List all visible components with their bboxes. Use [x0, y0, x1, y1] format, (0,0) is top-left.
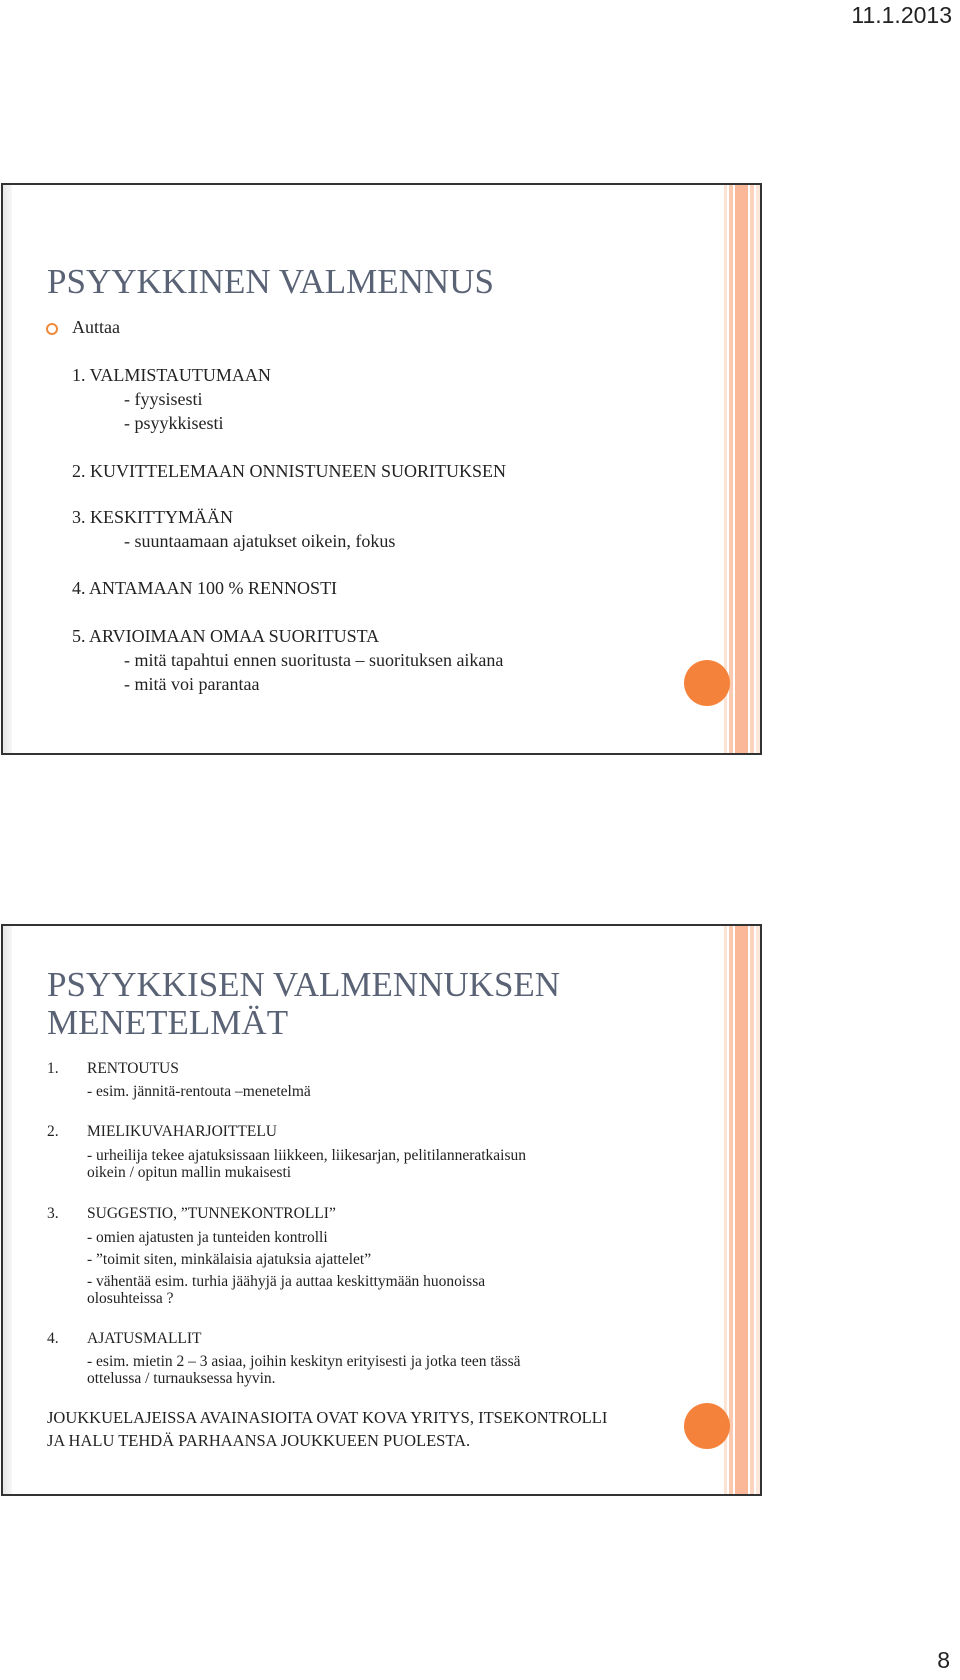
slide-left-band	[3, 926, 12, 1494]
list-subitem: - mitä tapahtui ennen suoritusta – suorituksen aikana	[124, 650, 504, 670]
slide-title: MENETELMÄT	[47, 1003, 289, 1042]
slide-decorative-stripes	[724, 185, 760, 753]
list-subitem: oikein / opitun mallin mukaisesti	[87, 1164, 292, 1181]
slide-decorative-stripes	[724, 926, 760, 1494]
list-heading: AJATUSMALLIT	[87, 1330, 202, 1347]
list-subitem: ottelussa / turnauksessa hyvin.	[87, 1370, 276, 1387]
list-subitem: - fyysisesti	[124, 389, 203, 409]
list-heading: SUGGESTIO, ”TUNNEKONTROLLI”	[87, 1205, 336, 1222]
list-number: 4.	[47, 1330, 59, 1347]
list-subitem: - mitä voi parantaa	[124, 674, 260, 694]
list-subitem: - psyykkisesti	[124, 413, 224, 433]
slide-left-band	[3, 185, 12, 753]
slide-1	[1, 183, 762, 755]
list-subitem: - esim. mietin 2 – 3 asiaa, joihin keskityn erityisesti ja jotka teen tässä	[87, 1353, 521, 1370]
list-item: 4. ANTAMAAN 100 % RENNOSTI	[72, 578, 338, 598]
list-item: 3. KESKITTYMÄÄN	[72, 507, 233, 527]
list-number: 2.	[47, 1123, 59, 1140]
list-subitem: olosuhteissa ?	[87, 1290, 174, 1307]
closing-text: JA HALU TEHDÄ PARHAANSA JOUKKUEEN PUOLESTA.	[47, 1431, 471, 1450]
orange-dot-icon	[684, 660, 730, 706]
slide-title: PSYYKKISEN VALMENNUKSEN	[47, 965, 561, 1004]
list-heading: MIELIKUVAHARJOITTELU	[87, 1123, 277, 1140]
list-subitem: - suuntaamaan ajatukset oikein, fokus	[124, 531, 396, 551]
list-subitem: - ”toimit siten, minkälaisia ajatuksia ajattelet”	[87, 1251, 372, 1268]
list-item: 2. KUVITTELEMAAN ONNISTUNEEN SUORITUKSEN	[72, 461, 506, 481]
list-subitem: - omien ajatusten ja tunteiden kontrolli	[87, 1229, 328, 1246]
list-number: 3.	[47, 1205, 59, 1222]
slide-title: PSYYKKINEN VALMENNUS	[47, 262, 494, 301]
bullet-icon	[46, 323, 58, 335]
list-subitem: - esim. jännitä-rentouta –menetelmä	[87, 1083, 311, 1100]
closing-text: JOUKKUELAJEISSA AVAINASIOITA OVAT KOVA YRITYS, ITSEKONTROLLI	[47, 1408, 608, 1427]
list-heading: RENTOUTUS	[87, 1060, 179, 1077]
orange-dot-icon	[684, 1403, 730, 1449]
page-date: 11.1.2013	[851, 2, 952, 28]
slide-2	[1, 924, 762, 1496]
list-subitem: - urheilija tekee ajatuksissaan liikkeen, liikesarjan, pelitilanneratkaisun	[87, 1147, 527, 1164]
page-number: 8	[937, 1647, 950, 1673]
list-subitem: - vähentää esim. turhia jäähyjä ja auttaa keskittymään huonoissa	[87, 1273, 486, 1290]
list-number: 1.	[47, 1060, 59, 1077]
list-item: 1. VALMISTAUTUMAAN	[72, 365, 271, 385]
bullet-text: Auttaa	[72, 317, 120, 337]
list-item: 5. ARVIOIMAAN OMAA SUORITUSTA	[72, 626, 380, 646]
